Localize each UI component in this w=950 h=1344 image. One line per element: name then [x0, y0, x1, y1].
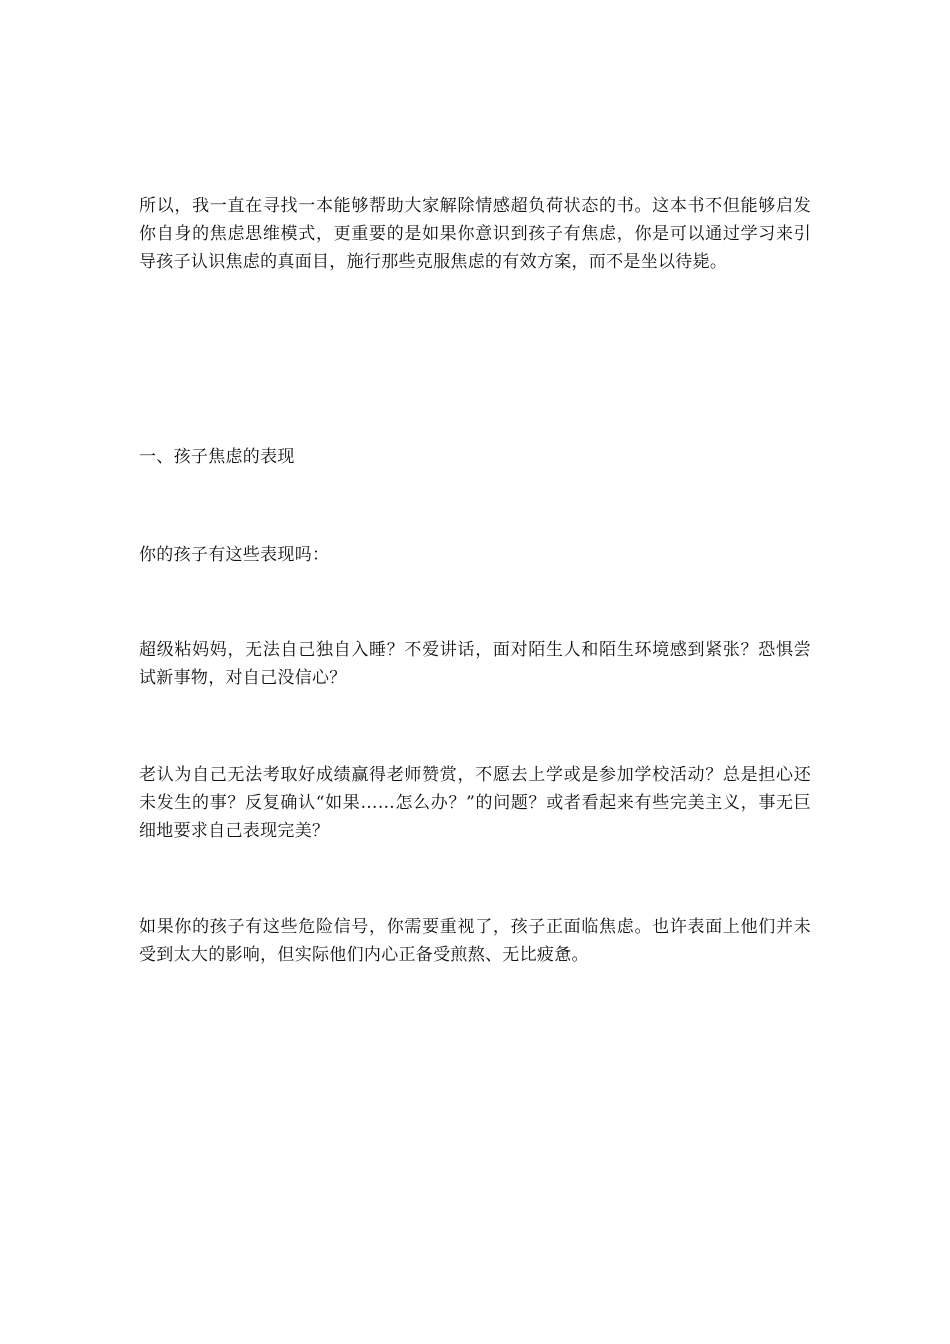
paragraph-conclusion: 如果你的孩子有这些危险信号，你需要重视了，孩子正面临焦虑。也许表面上他们并未受到太大的影响，但实际他们内心正备受煎熬、无比疲惫。: [139, 917, 811, 965]
paragraph-question: 你的孩子有这些表现吗：: [139, 545, 330, 565]
section-heading: 一、孩子焦虑的表现: [139, 447, 295, 467]
paragraph-symptoms-2: 老认为自己无法考取好成绩赢得老师赞赏，不愿去上学或是参加学校活动？总是担心还未发生的事？反复确认“如果……怎么办？”的问题？或者看起来有些完美主义，事无巨细地要求自己表现完美？: [139, 765, 811, 841]
paragraph-intro: 所以，我一直在寻找一本能够帮助大家解除情感超负荷状态的书。这本书不但能够启发你自身的焦虑思维模式，更重要的是如果你意识到孩子有焦虑，你是可以通过学习来引导孩子认识焦虑的真面目，施行那些克服焦虑的有效方案，而不是坐以待毙。: [139, 196, 811, 272]
paragraph-symptoms-1: 超级粘妈妈，无法自己独自入睡？不爱讲话，面对陌生人和陌生环境感到紧张？恐惧尝试新事物，对自己没信心？: [139, 640, 811, 688]
